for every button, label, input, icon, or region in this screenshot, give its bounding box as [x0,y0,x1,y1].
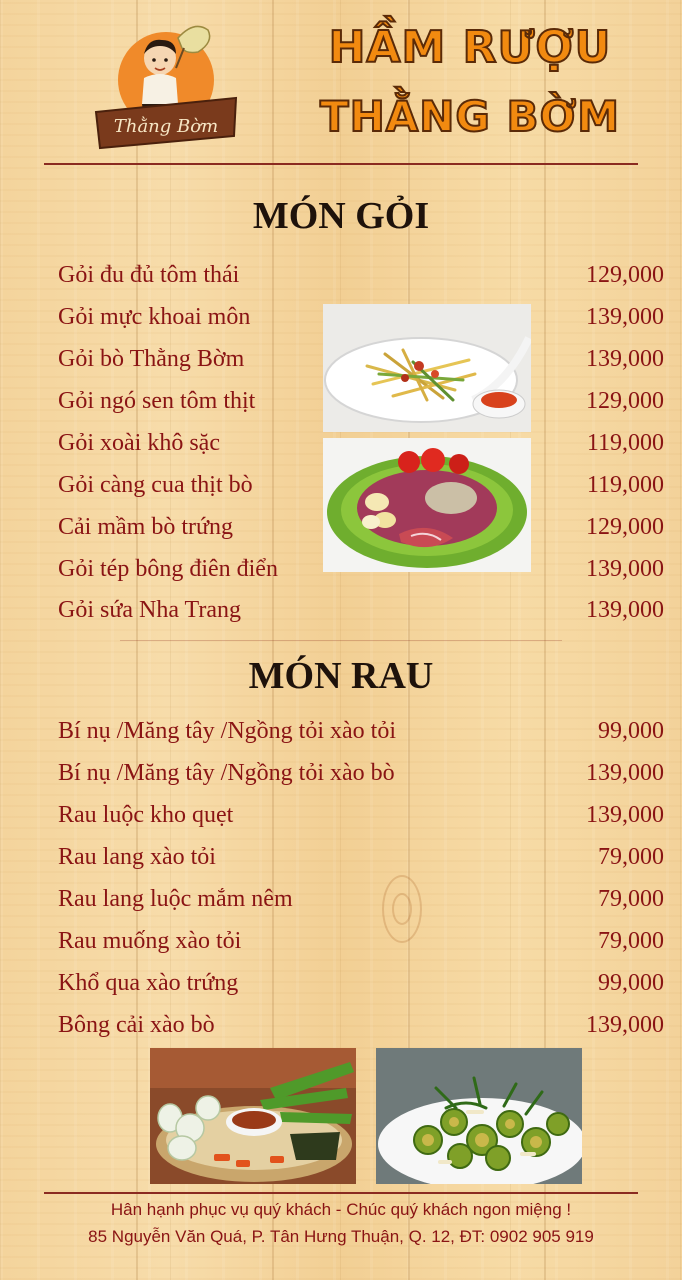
menu-item-name: Khổ qua xào trứng [58,970,239,996]
restaurant-title-line1: HẦM RƯỢU [328,22,612,73]
menu-item-name: Bông cải xào bò [58,1012,215,1038]
section-title-salads: MÓN GỎI [252,195,430,237]
menu-item-price: 99,000 [598,970,664,996]
menu-item-name: Gỏi càng cua thịt bò [58,472,253,498]
papaya-salad-photo [323,304,531,432]
menu-item [58,928,664,962]
footer-greeting: Hân hạnh phục vụ quý khách - Chúc quý khách ngon miệng ! [110,1200,572,1219]
footer-address-phone: 85 Nguyễn Văn Quá, P. Tân Hưng Thuận, Q. 12, ĐT: 0902 905 919 [88,1227,594,1246]
menu-item-price: 139,000 [586,760,664,786]
menu-item-name: Gỏi tép bông điên điển [58,556,278,582]
menu-item-price: 79,000 [598,886,664,912]
menu-item-price: 139,000 [586,346,664,372]
mascot-boy-icon [86,18,246,158]
menu-item [58,718,664,752]
menu-item-price: 139,000 [586,597,664,623]
menu-item [58,886,664,920]
menu-item-name: Rau muống xào tỏi [58,928,242,954]
boiled-vegetables-photo [150,1048,356,1184]
menu-item-price: 119,000 [586,472,664,498]
menu-item-name: Bí nụ /Măng tây /Ngồng tỏi xào bò [58,760,395,786]
restaurant-title-line2: THẰNG BỜM [319,92,621,141]
header-divider [44,163,638,165]
menu-item [58,262,664,296]
menu-item-price: 129,000 [586,262,664,288]
menu-item [58,1012,664,1046]
menu-item [58,802,664,836]
menu-item-price: 129,000 [586,514,664,540]
restaurant-logo [86,18,246,158]
menu-item-price: 79,000 [598,844,664,870]
menu-item-price: 79,000 [598,928,664,954]
menu-item-name: Gỏi xoài khô sặc [58,430,220,456]
svg-text:Thằng Bờm: Thằng Bờm [113,116,219,137]
menu-item-name: Bí nụ /Măng tây /Ngồng tỏi xào tỏi [58,718,396,744]
menu-item-name: Gỏi bò Thằng Bờm [58,346,245,372]
menu-item-price: 129,000 [586,388,664,414]
menu-item-name: Gỏi mực khoai môn [58,304,251,330]
section-title-vegetables: MÓN RAU [248,655,434,697]
menu-item [58,844,664,878]
stir-fried-bitter-melon-photo [376,1048,582,1184]
menu-item-name: Rau lang xào tỏi [58,844,216,870]
menu-item-name: Gỏi ngó sen tôm thịt [58,388,256,414]
menu-item-price: 139,000 [586,1012,664,1038]
menu-item [58,970,664,1004]
menu-item [58,760,664,794]
beef-salad-photo [323,438,531,572]
menu-item-name: Rau luộc kho quẹt [58,802,234,828]
menu-item-price: 139,000 [586,304,664,330]
menu-item-name: Rau lang luộc mắm nêm [58,886,293,912]
footer-divider [44,1192,638,1194]
menu-item-price: 119,000 [586,430,664,456]
menu-item-price: 139,000 [586,556,664,582]
menu-item [58,597,664,631]
menu-item-price: 99,000 [598,718,664,744]
menu-item-name: Cải mầm bò trứng [58,514,233,540]
menu-item-name: Gỏi sứa Nha Trang [58,597,242,623]
section-divider [120,640,562,641]
menu-item-name: Gỏi đu đủ tôm thái [58,262,240,288]
menu-item-price: 139,000 [586,802,664,828]
